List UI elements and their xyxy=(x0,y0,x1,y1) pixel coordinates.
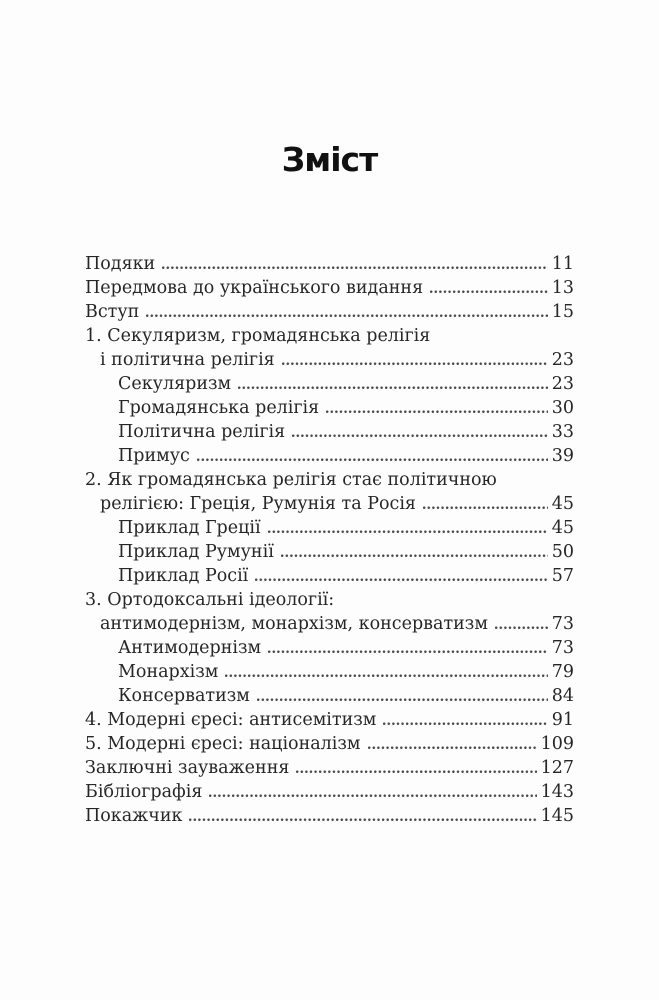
toc-leader-dots xyxy=(197,458,548,461)
toc-entry-label: релігією: Греція, Румунія та Росія xyxy=(100,494,416,514)
toc-page-number: 91 xyxy=(551,710,574,730)
toc-entry-label: Монархізм xyxy=(118,662,219,682)
toc-entry-label: Громадянська релігія xyxy=(118,398,320,418)
toc-entry xyxy=(85,372,574,396)
toc-entry-label: 2. Як громадянська релігія стає політичною xyxy=(85,470,497,490)
toc-leader-dots xyxy=(238,386,548,389)
toc-entry xyxy=(85,300,574,324)
toc-page-number: 30 xyxy=(551,398,574,418)
toc-entry xyxy=(85,684,574,708)
toc-entry-label: Політична релігія xyxy=(118,422,286,442)
toc-entry-label: Бібліографія xyxy=(85,782,203,802)
toc-leader-dots xyxy=(209,794,536,797)
toc-leader-dots xyxy=(268,530,548,533)
toc-entry xyxy=(85,612,574,636)
toc-entry xyxy=(85,708,574,732)
toc-entry xyxy=(85,348,574,372)
toc-entry-label: Секуляризм xyxy=(118,374,232,394)
toc-entry xyxy=(85,396,574,420)
toc-entry xyxy=(85,636,574,660)
toc-leader-dots xyxy=(189,818,536,821)
toc-page-number: 45 xyxy=(551,494,574,514)
toc-leader-dots xyxy=(257,698,548,701)
toc-page-number: 13 xyxy=(551,278,574,298)
toc-page-number: 33 xyxy=(551,422,574,442)
toc-page-number: 127 xyxy=(540,758,574,778)
toc-entry xyxy=(85,492,574,516)
toc-entry xyxy=(85,780,574,804)
toc-entry-label: Заключні зауваження xyxy=(85,758,290,778)
toc-entry xyxy=(85,444,574,468)
toc-entry xyxy=(85,324,574,348)
toc-entry xyxy=(85,756,574,780)
toc-entry-label: Подяки xyxy=(85,254,156,274)
toc-leader-dots xyxy=(296,770,536,773)
toc-leader-dots xyxy=(282,362,548,365)
toc-leader-dots xyxy=(146,314,547,317)
toc-entry-label: Передмова до українського видання xyxy=(85,278,424,298)
toc-page-number: 79 xyxy=(551,662,574,682)
toc-entry-label: Антимодернізм xyxy=(118,638,262,658)
page-title: Зміст xyxy=(281,140,378,179)
toc-entry-label: Приклад Румунії xyxy=(118,542,274,562)
toc-leader-dots xyxy=(495,626,548,629)
toc-entry-label: 1. Секуляризм, громадянська релігія xyxy=(85,326,431,346)
toc-page-number: 57 xyxy=(551,566,574,586)
toc-entry-label: Приклад Росії xyxy=(118,566,249,586)
toc-page-number: 39 xyxy=(551,446,574,466)
toc-leader-dots xyxy=(225,674,547,677)
toc-page-number: 23 xyxy=(551,374,574,394)
toc-leader-dots xyxy=(368,746,537,749)
toc-entry-label: Примус xyxy=(118,446,190,466)
toc-entry xyxy=(85,468,574,492)
toc-entry-label: і політична релігія xyxy=(100,350,275,370)
toc-leader-dots xyxy=(255,578,547,581)
toc-leader-dots xyxy=(162,266,548,269)
toc-entry xyxy=(85,516,574,540)
toc-leader-dots xyxy=(268,650,548,653)
table-of-contents xyxy=(85,252,574,828)
toc-entry xyxy=(85,660,574,684)
toc-entry-label: Покажчик xyxy=(85,806,183,826)
toc-leader-dots xyxy=(430,290,548,293)
toc-entry-label: 3. Ортодоксальні ідеології: xyxy=(85,590,335,610)
toc-page-number: 73 xyxy=(551,638,574,658)
toc-page-number: 73 xyxy=(551,614,574,634)
toc-entry xyxy=(85,804,574,828)
toc-page-number: 109 xyxy=(540,734,574,754)
toc-page-number: 45 xyxy=(551,518,574,538)
toc-page-number: 50 xyxy=(551,542,574,562)
toc-page-number: 143 xyxy=(540,782,574,802)
toc-entry-label: 4. Модерні єресі: антисемітизм xyxy=(85,710,377,730)
toc-entry xyxy=(85,564,574,588)
toc-entry-label: Вступ xyxy=(85,302,140,322)
toc-entry xyxy=(85,252,574,276)
toc-leader-dots xyxy=(423,506,548,509)
toc-entry-label: 5. Модерні єресі: націоналізм xyxy=(85,734,361,754)
toc-leader-dots xyxy=(383,722,547,725)
toc-entry xyxy=(85,420,574,444)
toc-leader-dots xyxy=(326,410,548,413)
toc-page-number: 15 xyxy=(551,302,574,322)
toc-entry xyxy=(85,732,574,756)
toc-entry xyxy=(85,540,574,564)
toc-leader-dots xyxy=(281,554,548,557)
toc-entry-label: антимодернізм, монархізм, консерватизм xyxy=(100,614,488,634)
toc-page-number: 11 xyxy=(551,254,574,274)
toc-entry-label: Приклад Греції xyxy=(118,518,261,538)
toc-entry xyxy=(85,588,574,612)
toc-entry xyxy=(85,276,574,300)
toc-page-number: 84 xyxy=(551,686,574,706)
toc-page-number: 145 xyxy=(540,806,574,826)
toc-page-number: 23 xyxy=(551,350,574,370)
toc-entry-label: Консерватизм xyxy=(118,686,250,706)
toc-leader-dots xyxy=(292,434,548,437)
